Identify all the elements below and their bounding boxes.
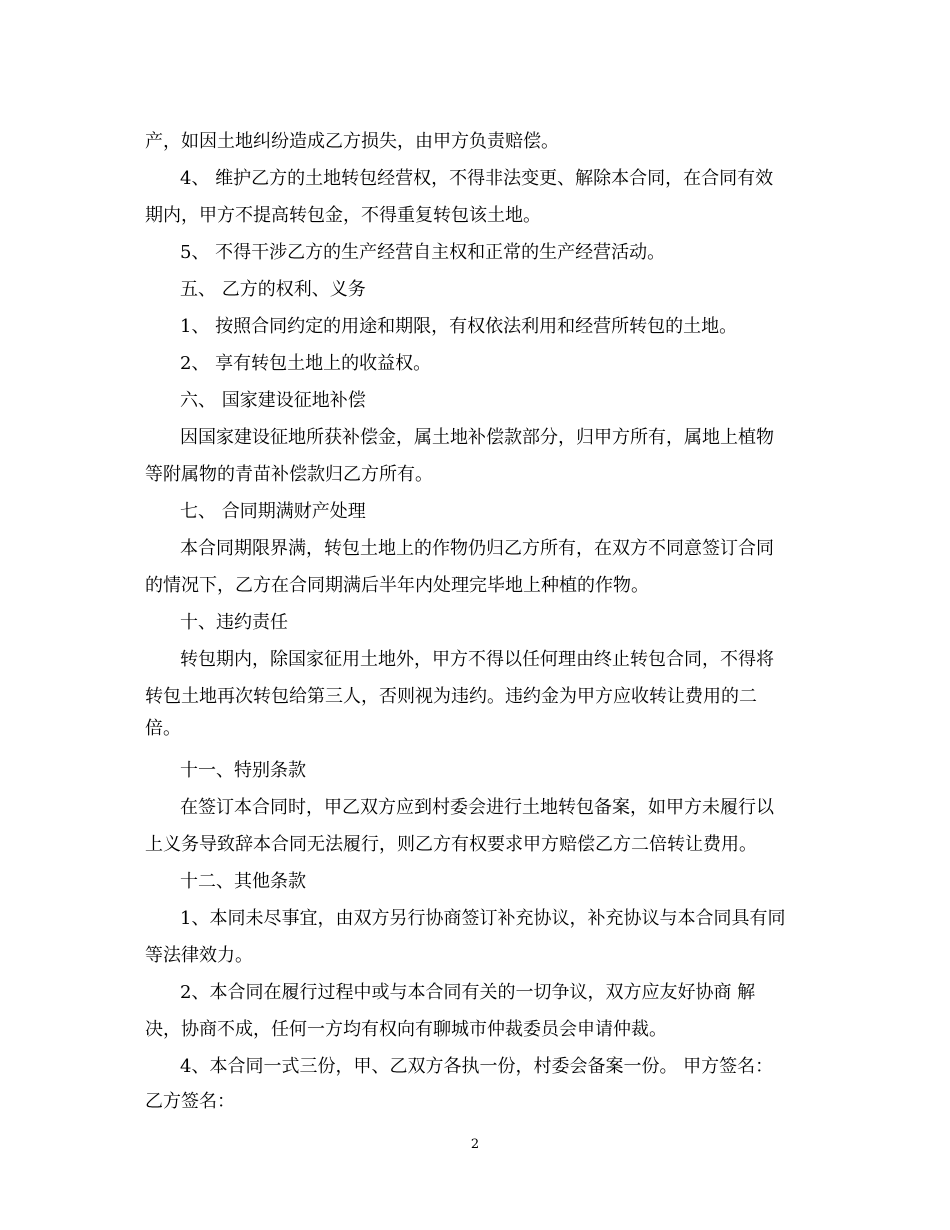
text-line: 本合同期限界满，转包土地上的作物仍归乙方所有，在双方不同意签订合同	[180, 538, 774, 559]
text-line: 4、 维护乙方的土地转包经营权，不得非法变更、解除本合同，在合同有效	[180, 168, 774, 189]
section-heading: 十、违约责任	[180, 612, 288, 633]
text-line: 1、 按照合同约定的用途和期限，有权依法利用和经营所转包的土地。	[180, 316, 738, 337]
text-line: 1、本同未尽事宜，由双方另行协商签订补充协议，补充协议与本合同具有同	[180, 908, 786, 929]
section-heading: 七、 合同期满财产处理	[180, 501, 366, 522]
text-line: 2、本合同在履行过程中或与本合同有关的一切争议，双方应友好协商 解	[180, 982, 756, 1003]
page-number: 2	[470, 1137, 480, 1152]
text-line: 乙方签名：	[145, 1091, 235, 1112]
text-line: 倍。	[145, 718, 181, 739]
text-line: 因国家建设征地所获补偿金，属土地补偿款部分，归甲方所有，属地上植物	[180, 427, 774, 448]
text-line: 的情况下，乙方在合同期满后半年内处理完毕地上种植的作物。	[145, 575, 649, 596]
text-line: 产，如因土地纠纷造成乙方损失，由甲方负责赔偿。	[145, 131, 559, 152]
text-line: 转包期内，除国家征用土地外，甲方不得以任何理由终止转包合同，不得将	[180, 649, 774, 670]
section-heading: 六、 国家建设征地补偿	[180, 390, 366, 411]
text-line: 转包土地再次转包给第三人，否则视为违约。违约金为甲方应收转让费用的二	[145, 686, 757, 707]
section-heading: 十一、特别条款	[180, 760, 306, 781]
text-line: 期内，甲方不提高转包金，不得重复转包该土地。	[145, 205, 541, 226]
text-line: 等法律效力。	[145, 945, 253, 966]
text-line: 决，协商不成，任何一方均有权向有聊城市仲裁委员会申请仲裁。	[145, 1019, 667, 1040]
section-heading: 十二、其他条款	[180, 871, 306, 892]
text-line: 5、 不得干涉乙方的生产经营自主权和正常的生产经营活动。	[180, 242, 666, 263]
text-line: 在签订本合同时，甲乙双方应到村委会进行土地转包备案，如甲方未履行以	[180, 797, 774, 818]
text-line: 等附属物的青苗补偿款归乙方所有。	[145, 464, 433, 485]
text-line: 2、 享有转包土地上的收益权。	[180, 353, 432, 374]
text-line: 上义务导致辞本合同无法履行，则乙方有权要求甲方赔偿乙方二倍转让费用。	[145, 834, 757, 855]
section-heading: 五、 乙方的权利、义务	[180, 279, 366, 300]
text-line: 4、本合同一式三份，甲、乙双方各执一份，村委会备案一份。 甲方签名：	[180, 1056, 774, 1077]
